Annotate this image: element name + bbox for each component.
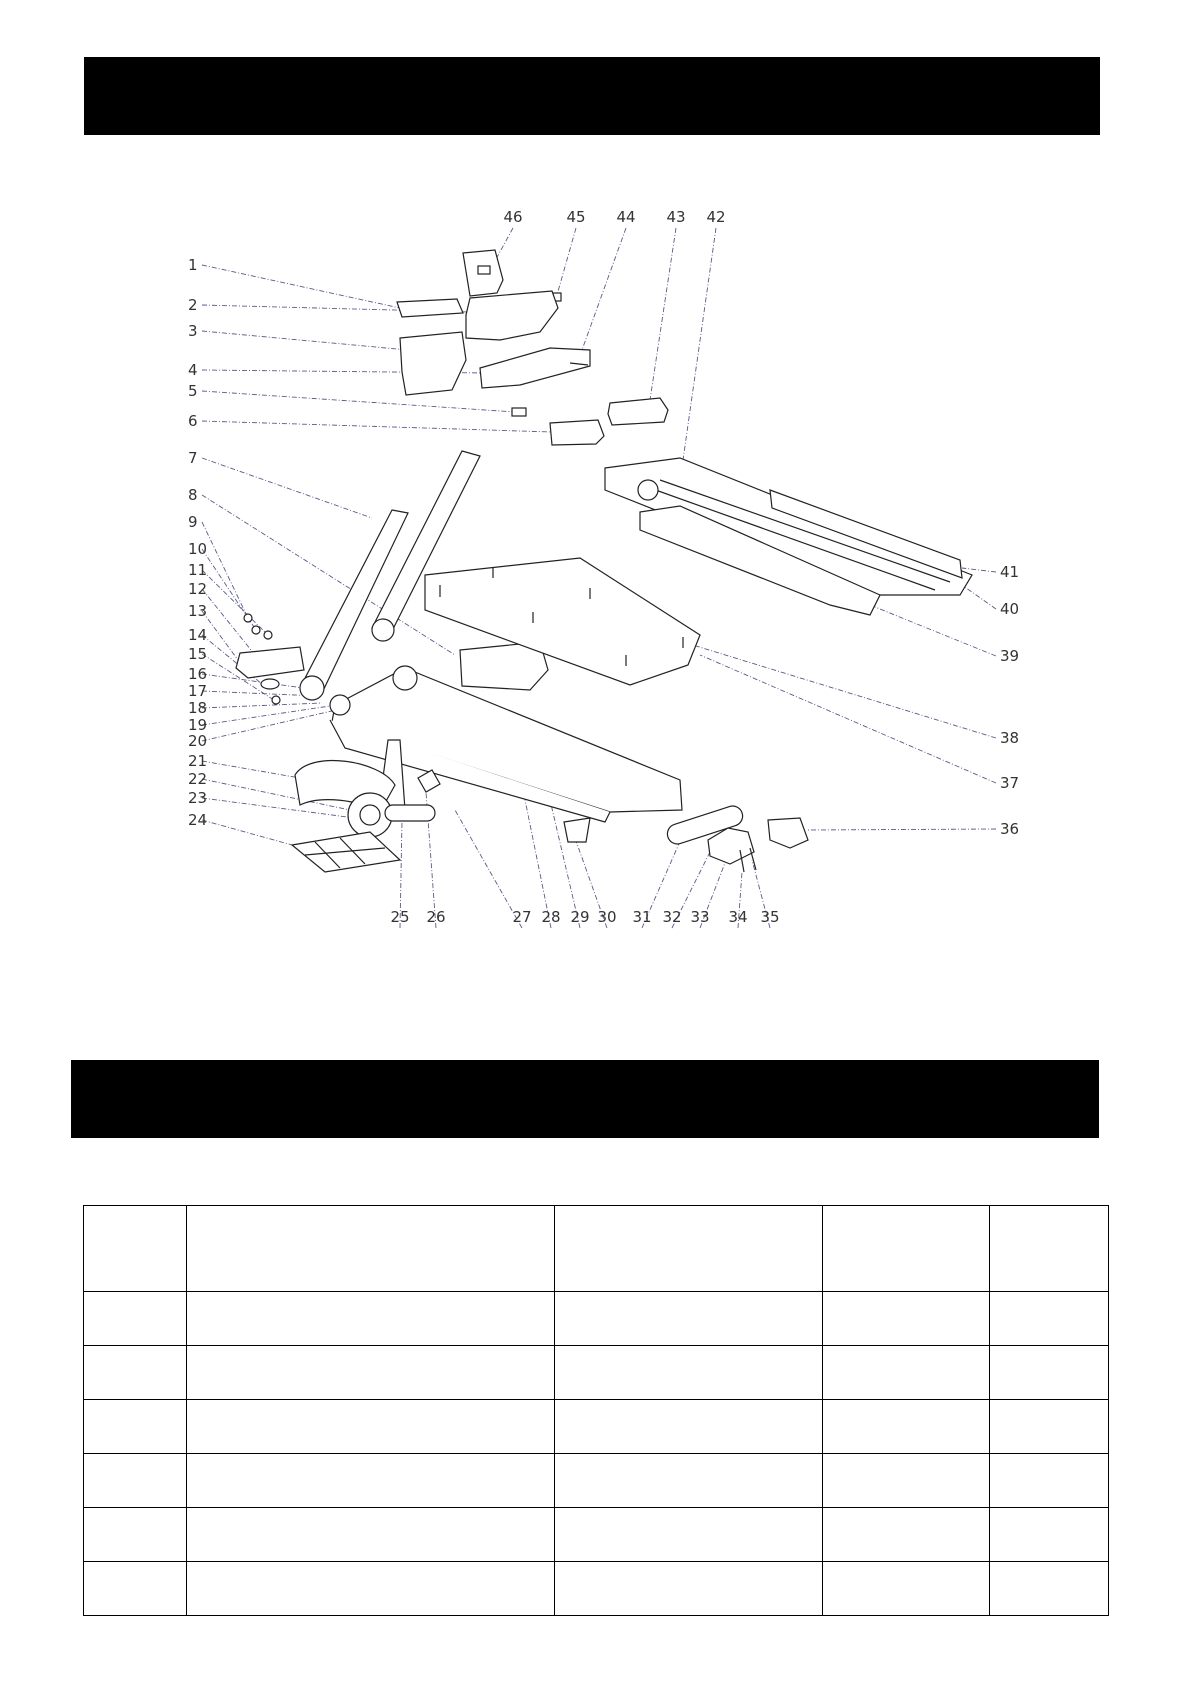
callout-label-26: 26 bbox=[426, 908, 446, 926]
table-cell bbox=[187, 1400, 555, 1454]
callout-label-30: 30 bbox=[597, 908, 617, 926]
callout-label-44: 44 bbox=[616, 208, 636, 226]
table-cell bbox=[990, 1346, 1109, 1400]
callout-leader-line bbox=[202, 458, 372, 518]
table-header-row bbox=[84, 1206, 1109, 1292]
table-cell bbox=[84, 1346, 187, 1400]
table-row bbox=[84, 1508, 1109, 1562]
callout-label-14: 14 bbox=[188, 626, 208, 644]
callout-leader-line bbox=[202, 391, 515, 412]
callout-label-19: 19 bbox=[188, 716, 208, 734]
callout-leader-line bbox=[202, 761, 300, 778]
callout-label-3: 3 bbox=[188, 322, 198, 340]
callout-label-8: 8 bbox=[188, 486, 198, 504]
table-cell bbox=[555, 1400, 823, 1454]
callout-label-11: 11 bbox=[188, 561, 208, 579]
callout-leader-line bbox=[202, 265, 400, 308]
callout-label-42: 42 bbox=[706, 208, 726, 226]
table-cell bbox=[823, 1508, 990, 1562]
callout-leader-line bbox=[808, 829, 996, 830]
callout-label-41: 41 bbox=[1000, 563, 1020, 581]
callout-label-39: 39 bbox=[1000, 647, 1020, 665]
callout-leader-line bbox=[202, 570, 268, 635]
callout-label-9: 9 bbox=[188, 513, 198, 531]
table-cell bbox=[187, 1508, 555, 1562]
callout-leader-line bbox=[962, 585, 996, 609]
table-cell bbox=[84, 1400, 187, 1454]
callout-label-21: 21 bbox=[188, 752, 208, 770]
callout-label-45: 45 bbox=[566, 208, 586, 226]
callout-leader-line bbox=[202, 421, 552, 432]
callout-label-32: 32 bbox=[662, 908, 682, 926]
callout-leader-line bbox=[202, 331, 408, 350]
callout-label-36: 36 bbox=[1000, 820, 1020, 838]
callout-leader-line bbox=[202, 798, 355, 818]
callout-label-13: 13 bbox=[188, 602, 208, 620]
table-cell bbox=[555, 1346, 823, 1400]
table-cell bbox=[187, 1292, 555, 1346]
callout-leader-line bbox=[202, 611, 238, 660]
callout-leader-line bbox=[683, 228, 716, 460]
callout-label-6: 6 bbox=[188, 412, 198, 430]
callout-label-20: 20 bbox=[188, 732, 208, 750]
table-cell bbox=[990, 1292, 1109, 1346]
callout-leader-line bbox=[202, 522, 248, 618]
table-row bbox=[84, 1562, 1109, 1616]
table-header-cell bbox=[555, 1206, 823, 1292]
table-cell bbox=[555, 1562, 823, 1616]
callout-label-1: 1 bbox=[188, 256, 198, 274]
table-header-cell bbox=[990, 1206, 1109, 1292]
callout-leader-line bbox=[700, 655, 996, 783]
callout-label-33: 33 bbox=[690, 908, 710, 926]
table-cell bbox=[187, 1346, 555, 1400]
table-row bbox=[84, 1454, 1109, 1508]
table-cell bbox=[84, 1562, 187, 1616]
callout-leader-line bbox=[650, 228, 676, 400]
table-row bbox=[84, 1400, 1109, 1454]
callout-label-12: 12 bbox=[188, 580, 208, 598]
callout-label-31: 31 bbox=[632, 908, 652, 926]
callout-label-37: 37 bbox=[1000, 774, 1020, 792]
table-cell bbox=[823, 1346, 990, 1400]
callout-label-23: 23 bbox=[188, 789, 208, 807]
callout-label-15: 15 bbox=[188, 645, 208, 663]
table-cell bbox=[990, 1508, 1109, 1562]
callout-leader-line bbox=[557, 228, 576, 295]
callout-leader-line bbox=[582, 228, 626, 350]
callout-leader-line bbox=[202, 703, 322, 708]
table-header-cell bbox=[84, 1206, 187, 1292]
callout-label-40: 40 bbox=[1000, 600, 1020, 618]
callout-label-18: 18 bbox=[188, 699, 208, 717]
callout-label-46: 46 bbox=[503, 208, 523, 226]
callout-label-35: 35 bbox=[760, 908, 780, 926]
callout-label-4: 4 bbox=[188, 361, 198, 379]
table-cell bbox=[823, 1562, 990, 1616]
callout-label-43: 43 bbox=[666, 208, 686, 226]
table-header-cell bbox=[187, 1206, 555, 1292]
table-cell bbox=[187, 1454, 555, 1508]
table-cell bbox=[823, 1454, 990, 1508]
table-cell bbox=[823, 1400, 990, 1454]
callout-label-16: 16 bbox=[188, 665, 208, 683]
table-cell bbox=[555, 1292, 823, 1346]
callout-label-17: 17 bbox=[188, 682, 208, 700]
table-cell bbox=[990, 1562, 1109, 1616]
callout-label-10: 10 bbox=[188, 540, 208, 558]
callout-label-29: 29 bbox=[570, 908, 590, 926]
exploded-parts-diagram bbox=[0, 200, 1192, 940]
callout-label-22: 22 bbox=[188, 770, 208, 788]
callout-label-27: 27 bbox=[512, 908, 532, 926]
parts-list-table bbox=[83, 1205, 1109, 1616]
table-cell bbox=[990, 1400, 1109, 1454]
table-cell bbox=[84, 1508, 187, 1562]
callout-leader-line bbox=[202, 820, 292, 845]
callout-label-7: 7 bbox=[188, 449, 198, 467]
callout-leader-line bbox=[683, 642, 996, 738]
table-header-cell bbox=[823, 1206, 990, 1292]
callout-label-2: 2 bbox=[188, 296, 198, 314]
table-cell bbox=[84, 1454, 187, 1508]
callout-leader-line bbox=[870, 605, 996, 656]
section-header-bar-bottom bbox=[71, 1060, 1099, 1138]
callout-label-28: 28 bbox=[541, 908, 561, 926]
table-cell bbox=[990, 1454, 1109, 1508]
callout-leader-line bbox=[962, 568, 996, 572]
table-row bbox=[84, 1346, 1109, 1400]
callout-label-34: 34 bbox=[728, 908, 748, 926]
table-cell bbox=[555, 1508, 823, 1562]
table-cell bbox=[555, 1454, 823, 1508]
callout-label-24: 24 bbox=[188, 811, 208, 829]
table-cell bbox=[84, 1292, 187, 1346]
table-row bbox=[84, 1292, 1109, 1346]
callout-label-38: 38 bbox=[1000, 729, 1020, 747]
section-header-bar-top bbox=[84, 57, 1100, 135]
table-cell bbox=[823, 1292, 990, 1346]
callout-label-25: 25 bbox=[390, 908, 410, 926]
table-cell bbox=[187, 1562, 555, 1616]
callout-label-5: 5 bbox=[188, 382, 198, 400]
